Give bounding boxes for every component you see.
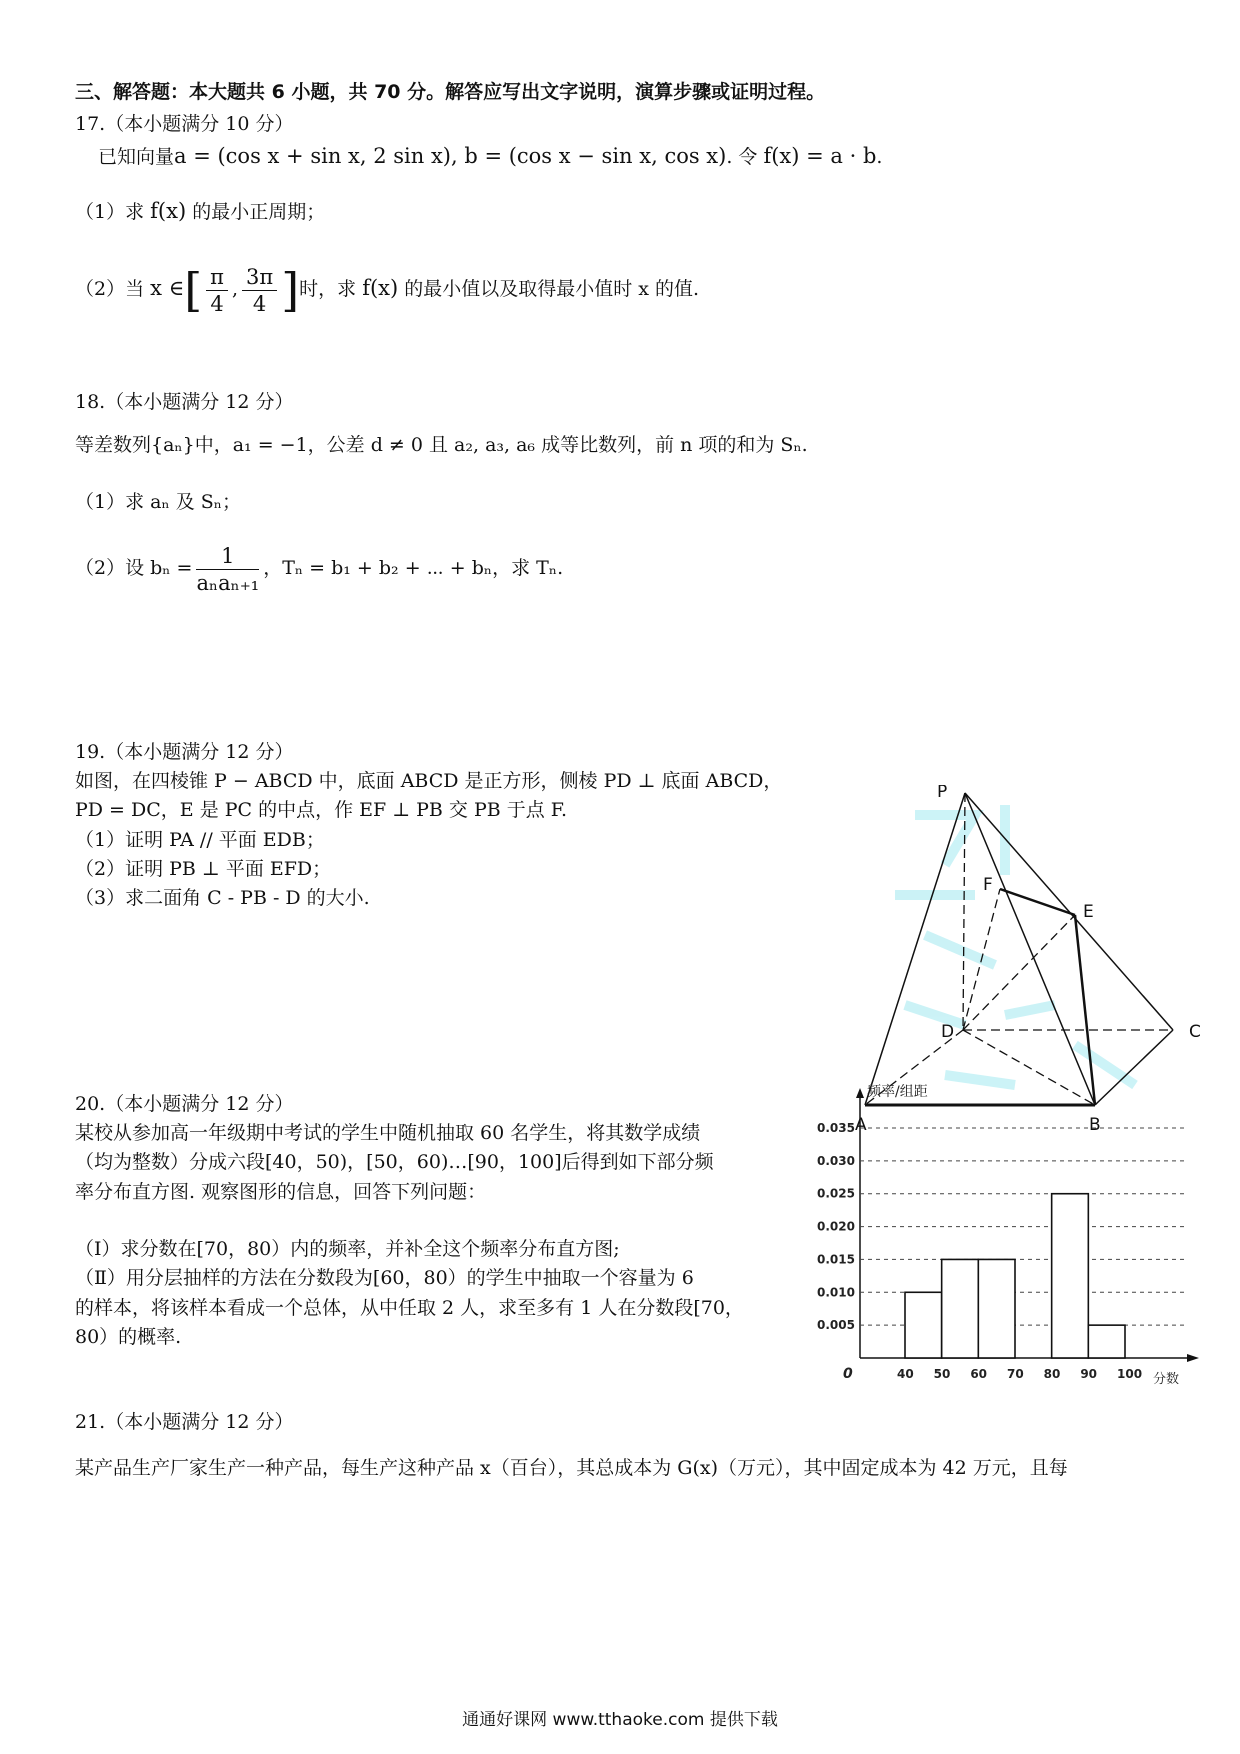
y-tick-label: 0.015: [817, 1252, 855, 1267]
y-tick-label: 0.010: [817, 1285, 855, 1300]
q18-bn-fraction: $\frac{1}{\text{aₙaₙ₊₁}}$: [196, 543, 260, 595]
x-tick-label: 80: [1043, 1367, 1061, 1381]
q17-part2: （2）当 x ∈[ $\frac{\pi}{4}$ , $\frac{3\pi}{4}$ ]时，求 f(x) 的最小值以及取得最小值时 x 的值.: [75, 263, 700, 317]
q17-p2-x: x ∈: [150, 276, 185, 300]
edge-PC: [965, 793, 1173, 1030]
q20-line2: （均为整数）分成六段[40，50)，[50，60)…[90，100]后得到如下部分频: [75, 1151, 714, 1173]
q19-line1: 如图，在四棱锥 P − ABCD 中，底面 ABCD 是正方形，侧棱 PD ⊥ 底面 ABCD，: [75, 770, 783, 792]
q19-part3: （3）求二面角 C - PB - D 的大小.: [75, 887, 370, 909]
q19-part1: （1）证明 PA // 平面 EDB；: [75, 829, 325, 851]
q17-title: 17.（本小题满分 10 分）: [75, 113, 294, 135]
x-axis-label: 分数: [1153, 1372, 1180, 1387]
label-F: F: [983, 875, 993, 895]
y-axis-arrow: [856, 1088, 864, 1098]
q17-function-def: f(x) = a · b: [763, 144, 877, 168]
x-tick-label: 90: [1080, 1367, 1098, 1381]
histogram-bar: [905, 1292, 942, 1358]
footer: 通通好课网 www.tthaoke.com 提供下载: [462, 1710, 778, 1730]
q17-p2-mid: 时，求: [299, 278, 363, 300]
x-tick-label: 40: [897, 1367, 914, 1381]
q17-vectors: a = (cos x + sin x, 2 sin x), b = (cos x − sin x, cos x): [174, 144, 727, 168]
q20-line1: 某校从参加高一年级期中考试的学生中随机抽取 60 名学生，将其数学成绩: [75, 1122, 701, 1144]
label-A: A: [855, 1115, 867, 1135]
q20-title: 20.（本小题满分 12 分）: [75, 1093, 294, 1115]
q20-part1: （Ⅰ）求分数在[70，80）内的频率，并补全这个频率分布直方图;: [75, 1238, 620, 1260]
y-tick-label: 0.035: [817, 1121, 855, 1135]
edge-PB: [965, 793, 1095, 1105]
q17-p2-f: f(x): [362, 276, 399, 300]
q18-stem: 等差数列{aₙ}中，a₁ = −1，公差 d ≠ 0 且 a₂, a₃, a₆ 成等比数列，前 n 项的和为 Sₙ.: [75, 434, 808, 456]
q20-part2-line1: （Ⅱ）用分层抽样的方法在分数段为[60，80）的学生中抽取一个容量为 6: [75, 1267, 694, 1289]
q21-title: 21.（本小题满分 12 分）: [75, 1411, 294, 1433]
q19-line2: PD = DC，E 是 PC 的中点，作 EF ⊥ PB 交 PB 于点 F.: [75, 799, 568, 821]
q20-part2-line2: 的样本，将该样本看成一个总体，从中任取 2 人，求至多有 1 人在分数段[70，: [75, 1297, 744, 1319]
q17-p1-f: f(x): [150, 199, 187, 223]
q17-right-bracket: ]: [281, 263, 300, 317]
y-tick-label: 0.005: [817, 1318, 855, 1333]
section-header: 三、解答题：本大题共 6 小题，共 70 分。解答应写出文字说明，演算步骤或证明过程。: [75, 81, 826, 103]
q17-p1-prefix: （1）求: [75, 201, 151, 223]
histogram-chart: [815, 1078, 1215, 1398]
label-P: P: [937, 785, 948, 802]
segment-FE: [1000, 889, 1075, 915]
q19-part2: （2）证明 PB ⊥ 平面 EFD；: [75, 858, 332, 880]
q17-p2-suffix: 的最小值以及取得最小值时 x 的值.: [398, 278, 700, 300]
x-tick-label: 50: [933, 1367, 951, 1381]
q18-p2-suffix: ，Tₙ = b₁ + b₂ + ⋯ + bₙ，求 Tₙ.: [263, 557, 564, 579]
label-B: B: [1089, 1115, 1101, 1135]
q18-title: 18.（本小题满分 12 分）: [75, 391, 294, 413]
q18-part1: （1）求 aₙ 及 Sₙ；: [75, 491, 241, 513]
label-D: D: [941, 1022, 955, 1042]
x-axis-arrow: [1187, 1354, 1199, 1362]
histogram-bar: [1088, 1325, 1125, 1358]
histogram-bar: [942, 1259, 979, 1358]
label-E: E: [1083, 902, 1094, 922]
q17-p1-suffix: 的最小正周期；: [186, 201, 326, 223]
q17-part1: [75, 199, 325, 224]
origin-label: 0: [843, 1366, 853, 1382]
y-tick-label: 0.030: [817, 1153, 855, 1168]
q18-part2: [75, 538, 563, 598]
label-C: C: [1189, 1022, 1201, 1042]
q19-title: 19.（本小题满分 12 分）: [75, 741, 294, 763]
q17-lower-bound: $\frac{\pi}{4}$: [206, 264, 228, 317]
histogram-bar: [978, 1259, 1015, 1358]
q17-stem-prefix: 已知向量: [98, 146, 175, 168]
x-tick-label: 70: [1007, 1367, 1024, 1381]
x-tick-label: 100: [1117, 1367, 1143, 1381]
q17-stem-mid: . 令: [726, 146, 764, 168]
q17-p2-prefix: （2）当: [75, 278, 151, 300]
x-tick-label: 60: [970, 1367, 988, 1381]
q17-left-bracket: [: [184, 263, 203, 317]
q17-upper-bound: $\frac{3\pi}{4}$: [242, 264, 277, 317]
y-tick-label: 0.025: [817, 1186, 855, 1201]
q18-p2-prefix: （2）设 bₙ =: [75, 557, 193, 579]
y-tick-label: 0.020: [817, 1219, 855, 1234]
q21-line1: 某产品生产厂家生产一种产品，每生产这种产品 x（百台），其总成本为 G(x)（万元），其中固定成本为 42 万元，且每: [75, 1457, 1068, 1479]
q20-line3: 率分布直方图. 观察图形的信息，回答下列问题：: [75, 1181, 487, 1203]
q17-stem-end: .: [876, 146, 883, 168]
histogram-bar: [1052, 1194, 1089, 1358]
q17-stem: [98, 144, 882, 169]
segment-EB: [1075, 915, 1095, 1105]
y-axis-label: 频率/组距: [867, 1084, 928, 1100]
q20-part2-line3: 80）的概率.: [75, 1326, 182, 1348]
